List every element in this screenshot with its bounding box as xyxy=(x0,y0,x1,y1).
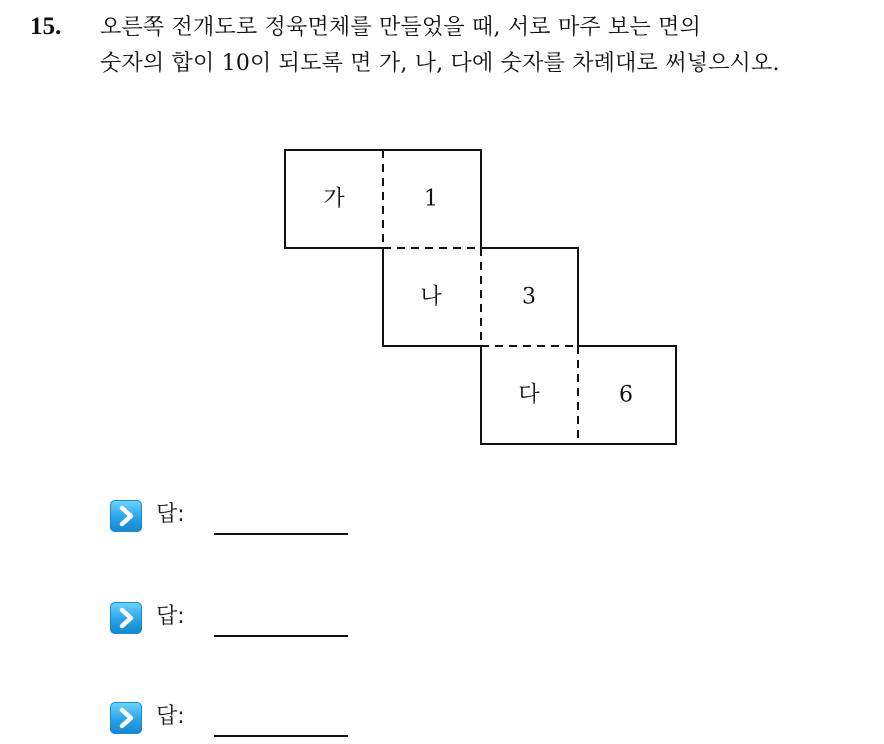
cube-net-diagram xyxy=(285,150,680,450)
chevron-right-icon xyxy=(110,602,142,634)
answer-row-2 xyxy=(110,598,360,638)
answer-label: 답: xyxy=(156,502,185,527)
answer-blank[interactable] xyxy=(214,635,348,637)
answer-blank[interactable] xyxy=(214,735,348,737)
chevron-right-icon xyxy=(110,702,142,734)
cube-net-svg xyxy=(285,150,680,450)
chevron-right-icon xyxy=(110,500,142,532)
face-3: 3 xyxy=(522,284,536,310)
face-da: 다 xyxy=(518,382,540,408)
face-1: 1 xyxy=(424,186,438,212)
face-na: 나 xyxy=(420,284,442,310)
face-ga: 가 xyxy=(323,186,345,212)
answer-label: 답: xyxy=(156,704,185,729)
face-6: 6 xyxy=(619,382,633,408)
answer-blank[interactable] xyxy=(214,533,348,535)
answer-row-3 xyxy=(110,698,360,738)
question-text xyxy=(100,10,870,82)
question-text-line-1: 오른쪽 전개도로 정육면체를 만들었을 때, 서로 마주 보는 면의 xyxy=(100,15,702,40)
question-text-line-2: 숫자의 합이 10이 되도록 면 가, 나, 다에 숫자를 차례대로 써넣으시오. xyxy=(100,51,780,76)
answer-label: 답: xyxy=(156,604,185,629)
answer-row-1 xyxy=(110,496,360,536)
question-number: 15. xyxy=(30,13,62,40)
